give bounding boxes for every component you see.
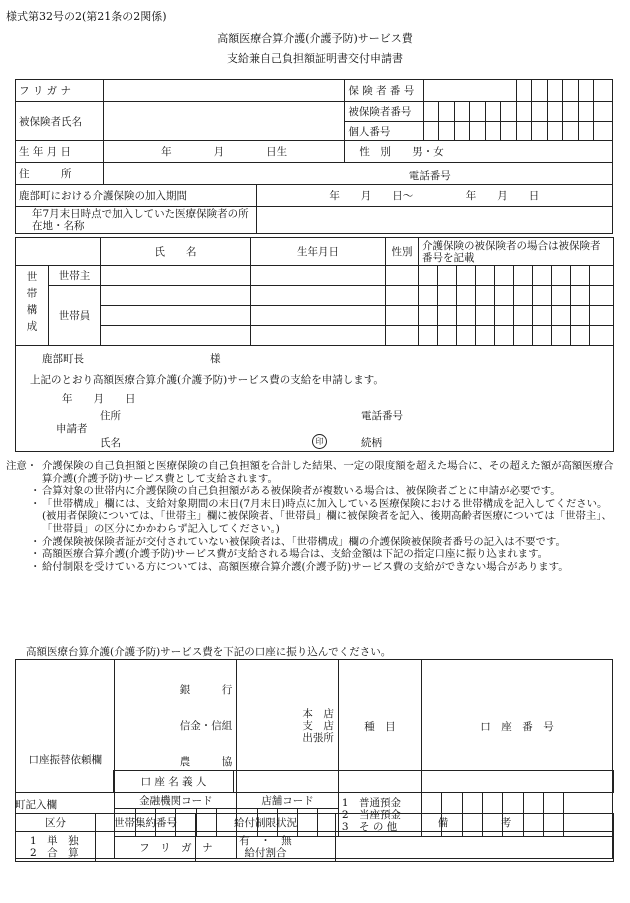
col-birth: 生年月日 xyxy=(251,238,386,266)
member-digit[interactable] xyxy=(419,326,438,346)
member-digit[interactable] xyxy=(590,286,614,306)
kubun-options[interactable] xyxy=(16,832,96,862)
town-section-label: 町記入欄 xyxy=(15,799,57,811)
member-gender[interactable] xyxy=(386,306,419,326)
member-digit[interactable] xyxy=(457,286,476,306)
member-digit[interactable] xyxy=(457,306,476,326)
form-number: 様式第32号の2(第21条の2関係) xyxy=(6,10,167,23)
personal-digit[interactable] xyxy=(485,122,500,141)
member-name[interactable] xyxy=(101,286,251,306)
insured-digit[interactable] xyxy=(454,102,469,122)
restriction-options[interactable]: 有 ・ 無 xyxy=(239,834,292,847)
insured-digit[interactable] xyxy=(563,102,578,122)
member-birth[interactable] xyxy=(251,286,386,306)
head-digit[interactable] xyxy=(533,266,552,286)
account-type-ordinary[interactable]: 1 普通預金 xyxy=(341,796,402,809)
gender-options[interactable]: 男・女 xyxy=(412,146,444,158)
member-digit[interactable] xyxy=(476,286,495,306)
member-digit[interactable] xyxy=(571,286,590,306)
head-digit[interactable] xyxy=(571,266,590,286)
inst-type-bank: 銀 行 xyxy=(179,684,233,696)
addressee: 鹿部町長 xyxy=(42,353,84,365)
member-digit[interactable] xyxy=(571,306,590,326)
head-digit[interactable] xyxy=(590,266,614,286)
inst-code-label: 金融機関コード xyxy=(115,793,237,809)
seal-mark: 印 xyxy=(312,434,327,449)
insured-digit[interactable] xyxy=(532,102,547,122)
gender-label: 性 別 xyxy=(359,146,391,158)
member-label: 世帯員 xyxy=(49,286,101,346)
honorific: 様 xyxy=(210,353,221,365)
member-digit[interactable] xyxy=(457,326,476,346)
insurer-digit[interactable] xyxy=(516,80,531,102)
head-digit[interactable] xyxy=(514,266,533,286)
member-digit[interactable] xyxy=(533,286,552,306)
member-digit[interactable] xyxy=(438,286,457,306)
branch-code-label: 店舗コード xyxy=(237,793,339,809)
applicant-name-label: 氏名 xyxy=(100,437,121,449)
member-digit[interactable] xyxy=(514,326,533,346)
member-digit[interactable] xyxy=(590,326,614,346)
inst-type-shinkin: 信金・信組 xyxy=(179,720,233,732)
insured-name-label: 被保険者氏名 xyxy=(16,102,104,141)
application-date[interactable]: 年 月 日 xyxy=(62,393,136,405)
member-digit[interactable] xyxy=(552,306,571,326)
insured-digit[interactable] xyxy=(501,102,517,122)
member-digit[interactable] xyxy=(533,306,552,326)
note-sub: (被用者保険については、「世帯主」欄に被保険者、「世帯員」欄に被保険者を記入、後期高齢者医療については「世帯主」、「世帯員」の区分にかかわらず記入してください。) xyxy=(42,510,612,535)
bank-side-label: 口座振替依頼欄 xyxy=(16,660,115,859)
personal-digit[interactable] xyxy=(547,122,562,141)
personal-digit[interactable] xyxy=(454,122,469,141)
blank-header xyxy=(16,238,101,266)
member-digit[interactable] xyxy=(419,286,438,306)
spacer xyxy=(594,102,613,122)
household-table xyxy=(15,237,614,346)
personal-digit[interactable] xyxy=(578,122,593,141)
spacer xyxy=(16,771,114,793)
head-birth[interactable] xyxy=(251,266,386,286)
gender-cell[interactable] xyxy=(345,141,613,163)
insured-digit[interactable] xyxy=(423,102,438,122)
insured-digit[interactable] xyxy=(439,102,454,122)
kubun-single[interactable]: 1 単 独 xyxy=(30,834,79,847)
insured-digit[interactable] xyxy=(485,102,500,122)
personal-digit[interactable] xyxy=(470,122,485,141)
member-digit[interactable] xyxy=(533,326,552,346)
account-holder-label: 口 座 名 義 人 xyxy=(114,771,234,793)
health-insurer-input[interactable] xyxy=(256,207,612,234)
form-title-line1: 高額医療合算介護(介護予防)サービス費 xyxy=(217,32,413,45)
application-statement: 上記のとおり高額医療合算介護(介護予防)サービス費の支給を申請します。 xyxy=(30,374,384,386)
application-box xyxy=(15,345,614,452)
head-name[interactable] xyxy=(101,266,251,286)
furigana-input[interactable] xyxy=(103,80,345,102)
col-household-no: 世帯集約番号 xyxy=(96,814,196,832)
notes-heading: 注意・ xyxy=(6,460,38,472)
member-name[interactable] xyxy=(101,306,251,326)
personal-digit[interactable] xyxy=(594,122,613,141)
notes-section: 注意・ 介護保険の自己負担額と医療保険の自己負担額を合計した結果、一定の限度額を超えた場合に、その超えた額が高額医療合算介護(介護予防)サービス費として支給されます。 ・ 合算対象の世帯内に介護保険の自己負担額がある被保険者が複数いる場合は、被保険者ごとに申請が必要です。 ・ 「世帯構成」欄には、支給対象期間の末日(7月末日)時点に加入している医療保険における世帯構成を記入してください。 (被用者保険については、「世帯主」欄に被保険者、「世帯員」欄に被保険者を記入、後期高齢者医療については「世帯主」、「世帯員」の区分にかかわらず記入してください。) ・ 介護保険被保険者証が交付されていない被保険者は、「世帯構成」欄の介護保険被保険者番号の記入は不要です。 ・ 高額医療合算介護(介護予防)サービス費が支給される場合は、支給金額は下記の指定口座に振り込まれます。 ・ 給付制限を受けている方については、高額医療合算介護(介護予防)サービス費の支給ができない場合があります。 xyxy=(6,460,618,573)
member-gender[interactable] xyxy=(386,326,419,346)
insured-digit[interactable] xyxy=(547,102,562,122)
insurer-digit[interactable] xyxy=(563,80,578,102)
personal-digit[interactable] xyxy=(516,122,531,141)
birthdate-input[interactable]: 年 月 日生 xyxy=(103,141,345,163)
applicant-label: 申請者 xyxy=(56,423,88,435)
col-remarks: 備 考 xyxy=(336,814,614,832)
insured-digit[interactable] xyxy=(578,102,593,122)
insured-digit[interactable] xyxy=(470,102,485,122)
member-birth[interactable] xyxy=(251,326,386,346)
col-gender: 性別 xyxy=(386,238,419,266)
address-label: 住 所 xyxy=(16,163,104,185)
note-item: 介護保険の自己負担額と医療保険の自己負担額を合計した結果、一定の限度額を超えた場合に、その超えた額が高額医療合算介護(介護予防)サービス費として支給されます。 xyxy=(42,460,614,485)
member-digit[interactable] xyxy=(438,306,457,326)
col-insured-number: 介護保険の被保険者の場合は被保険者番号を記載 xyxy=(419,238,614,266)
period-label: 鹿部町における介護保険の加入期間 xyxy=(16,185,257,207)
insurer-digit[interactable] xyxy=(547,80,562,102)
personal-number-label: 個人番号 xyxy=(345,122,423,141)
member-digit[interactable] xyxy=(476,306,495,326)
head-digit[interactable] xyxy=(438,266,457,286)
holder-row xyxy=(15,770,614,793)
personal-digit[interactable] xyxy=(563,122,578,141)
relation-label: 続柄 xyxy=(361,437,382,449)
head-digit[interactable] xyxy=(457,266,476,286)
note-item: 高額医療合算介護(介護予防)サービス費が支給される場合は、支給金額は下記の指定口座に振り込まれます。 xyxy=(42,548,549,561)
note-item: 介護保険被保険者証が交付されていない被保険者は、「世帯構成」欄の介護保険被保険者番号の記入は不要です。 xyxy=(42,535,566,548)
member-digit[interactable] xyxy=(419,306,438,326)
note-item: 合算対象の世帯内に介護保険の自己負担額がある被保険者が複数いる場合は、被保険者ごとに申請が必要です。 xyxy=(42,485,561,498)
applicant-address-label: 住所 xyxy=(100,410,121,422)
branch-type-main: 本 店 xyxy=(302,708,334,720)
head-digit[interactable] xyxy=(552,266,571,286)
head-digit[interactable] xyxy=(495,266,514,286)
head-digit[interactable] xyxy=(476,266,495,286)
personal-digit[interactable] xyxy=(532,122,547,141)
account-holder-input[interactable] xyxy=(234,771,614,793)
personal-digit[interactable] xyxy=(501,122,517,141)
insurer-number-cell[interactable] xyxy=(423,80,516,102)
insurer-digit[interactable] xyxy=(594,80,613,102)
member-digit[interactable] xyxy=(438,326,457,346)
account-type-other[interactable]: 3 そ の 他 xyxy=(341,820,398,833)
remarks-input[interactable] xyxy=(336,832,614,862)
form-title-line2: 支給兼自己負担額証明書交付申請書 xyxy=(227,52,403,65)
member-digit[interactable] xyxy=(514,306,533,326)
member-digit[interactable] xyxy=(495,306,514,326)
member-digit[interactable] xyxy=(476,326,495,346)
member-digit[interactable] xyxy=(571,326,590,346)
member-digit[interactable] xyxy=(590,306,614,326)
member-name[interactable] xyxy=(101,326,251,346)
insured-number-label: 被保険者番号 xyxy=(345,102,423,122)
col-kubun: 区分 xyxy=(16,814,96,832)
account-type-current[interactable]: 2 当座預金 xyxy=(341,808,402,821)
account-number-label: 口 座 番 号 xyxy=(422,660,613,793)
birthdate-label: 生 年 月 日 xyxy=(16,141,104,163)
insured-digit[interactable] xyxy=(516,102,531,122)
account-type-label: 種 目 xyxy=(338,660,421,793)
applicant-phone-label: 電話番号 xyxy=(361,410,403,422)
town-table xyxy=(15,813,614,862)
insurer-digit[interactable] xyxy=(578,80,593,102)
note-item: 「世帯構成」欄には、支給対象期間の末日(7月末日)時点に加入している医療保険における世帯構成を記入してください。 xyxy=(42,497,608,510)
applicant-info-table xyxy=(15,79,613,234)
member-birth[interactable] xyxy=(251,306,386,326)
address-input[interactable] xyxy=(103,163,612,185)
col-restriction: 給付制限状況 xyxy=(196,814,336,832)
furigana-label: フ リ ガ ナ xyxy=(16,80,104,102)
restriction-cell[interactable] xyxy=(196,832,336,862)
head-digit[interactable] xyxy=(419,266,438,286)
household-side-label: 世帯構成 xyxy=(16,266,49,346)
personal-digit[interactable] xyxy=(439,122,454,141)
bank-intro: 高額医療台算介護(介護予防)サービス費を下記の口座に振り込んでください。 xyxy=(26,646,392,658)
head-label: 世帯主 xyxy=(49,266,101,286)
insurer-number-label: 保 険 者 番 号 xyxy=(345,80,423,102)
bank-furigana-label: フ リ ガ ナ xyxy=(115,837,237,859)
member-digit[interactable] xyxy=(552,326,571,346)
health-insurer-label: 年7月末日時点で加入していた医療保険者の所在地・名称 xyxy=(16,207,257,234)
member-gender[interactable] xyxy=(386,286,419,306)
insurer-digit[interactable] xyxy=(532,80,547,102)
col-name: 氏 名 xyxy=(101,238,251,266)
member-digit[interactable] xyxy=(495,326,514,346)
insured-name-input[interactable] xyxy=(103,102,345,141)
household-no-input[interactable] xyxy=(96,832,196,862)
restriction-rate: 給付割合 xyxy=(244,846,287,859)
branch-type-branch: 支 店 xyxy=(302,720,334,732)
kubun-combined[interactable]: 2 合 算 xyxy=(30,846,79,859)
member-digit[interactable] xyxy=(514,286,533,306)
member-digit[interactable] xyxy=(495,286,514,306)
note-item: 給付制限を受けている方については、高額医療合算介護(介護予防)サービス費の支給ができない場合があります。 xyxy=(42,560,569,573)
personal-digit[interactable] xyxy=(423,122,438,141)
member-digit[interactable] xyxy=(552,286,571,306)
branch-type-office: 出張所 xyxy=(302,732,334,744)
phone-label: 電話番号 xyxy=(408,170,451,182)
period-input[interactable]: 年 月 日〜 年 月 日 xyxy=(256,185,612,207)
head-gender[interactable] xyxy=(386,266,419,286)
inst-type-nokyo: 農 協 xyxy=(179,756,233,768)
